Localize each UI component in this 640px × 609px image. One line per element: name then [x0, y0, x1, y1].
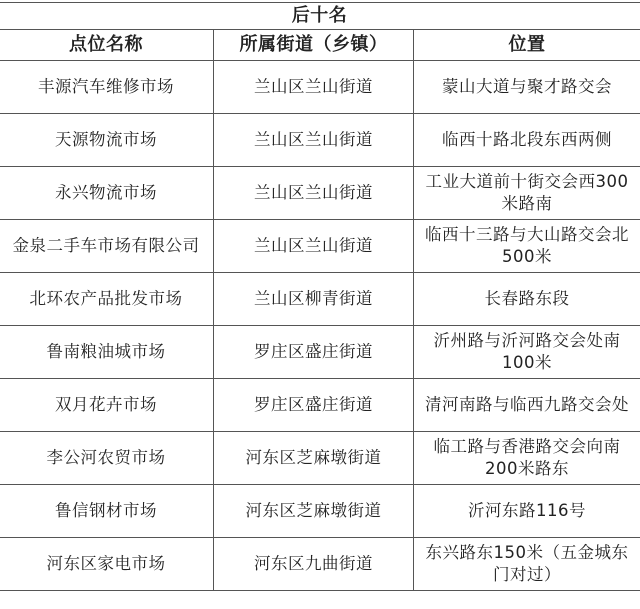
cell-street: 河东区九曲街道	[214, 538, 414, 591]
cell-street: 兰山区兰山街道	[214, 220, 414, 273]
table-title: 后十名	[0, 3, 640, 30]
cell-location: 长春路东段	[414, 273, 640, 326]
cell-location: 临西十三路与大山路交会北500米	[414, 220, 640, 273]
cell-name: 北环农产品批发市场	[0, 273, 214, 326]
cell-location: 清河南路与临西九路交会处	[414, 379, 640, 432]
column-header-name: 点位名称	[0, 30, 214, 61]
cell-name: 天源物流市场	[0, 114, 214, 167]
table-row	[0, 326, 640, 379]
cell-street: 罗庄区盛庄街道	[214, 379, 414, 432]
cell-street: 河东区芝麻墩街道	[214, 485, 414, 538]
cell-name: 鲁南粮油城市场	[0, 326, 214, 379]
table-row	[0, 61, 640, 114]
column-header-street: 所属街道（乡镇）	[214, 30, 414, 61]
cell-name: 鲁信钢材市场	[0, 485, 214, 538]
cell-location: 东兴路东150米（五金城东门对过）	[414, 538, 640, 591]
cell-name: 金泉二手车市场有限公司	[0, 220, 214, 273]
cell-location: 临工路与香港路交会向南200米路东	[414, 432, 640, 485]
table-row	[0, 538, 640, 591]
cell-street: 河东区芝麻墩街道	[214, 432, 414, 485]
cell-location: 蒙山大道与聚才路交会	[414, 61, 640, 114]
cell-name: 永兴物流市场	[0, 167, 214, 220]
cell-location: 工业大道前十街交会西300米路南	[414, 167, 640, 220]
table-row	[0, 379, 640, 432]
cell-name: 双月花卉市场	[0, 379, 214, 432]
cell-street: 罗庄区盛庄街道	[214, 326, 414, 379]
cell-street: 兰山区柳青街道	[214, 273, 414, 326]
cell-location: 临西十路北段东西两侧	[414, 114, 640, 167]
table-row	[0, 485, 640, 538]
cell-name: 丰源汽车维修市场	[0, 61, 214, 114]
column-header-location: 位置	[414, 30, 640, 61]
cell-location: 沂州路与沂河路交会处南100米	[414, 326, 640, 379]
cell-street: 兰山区兰山街道	[214, 114, 414, 167]
ranking-table	[0, 2, 640, 591]
cell-street: 兰山区兰山街道	[214, 167, 414, 220]
cell-name: 李公河农贸市场	[0, 432, 214, 485]
table-row	[0, 432, 640, 485]
table-row	[0, 114, 640, 167]
table-row	[0, 220, 640, 273]
table-row	[0, 273, 640, 326]
cell-location: 沂河东路116号	[414, 485, 640, 538]
table-row	[0, 167, 640, 220]
cell-name: 河东区家电市场	[0, 538, 214, 591]
cell-street: 兰山区兰山街道	[214, 61, 414, 114]
